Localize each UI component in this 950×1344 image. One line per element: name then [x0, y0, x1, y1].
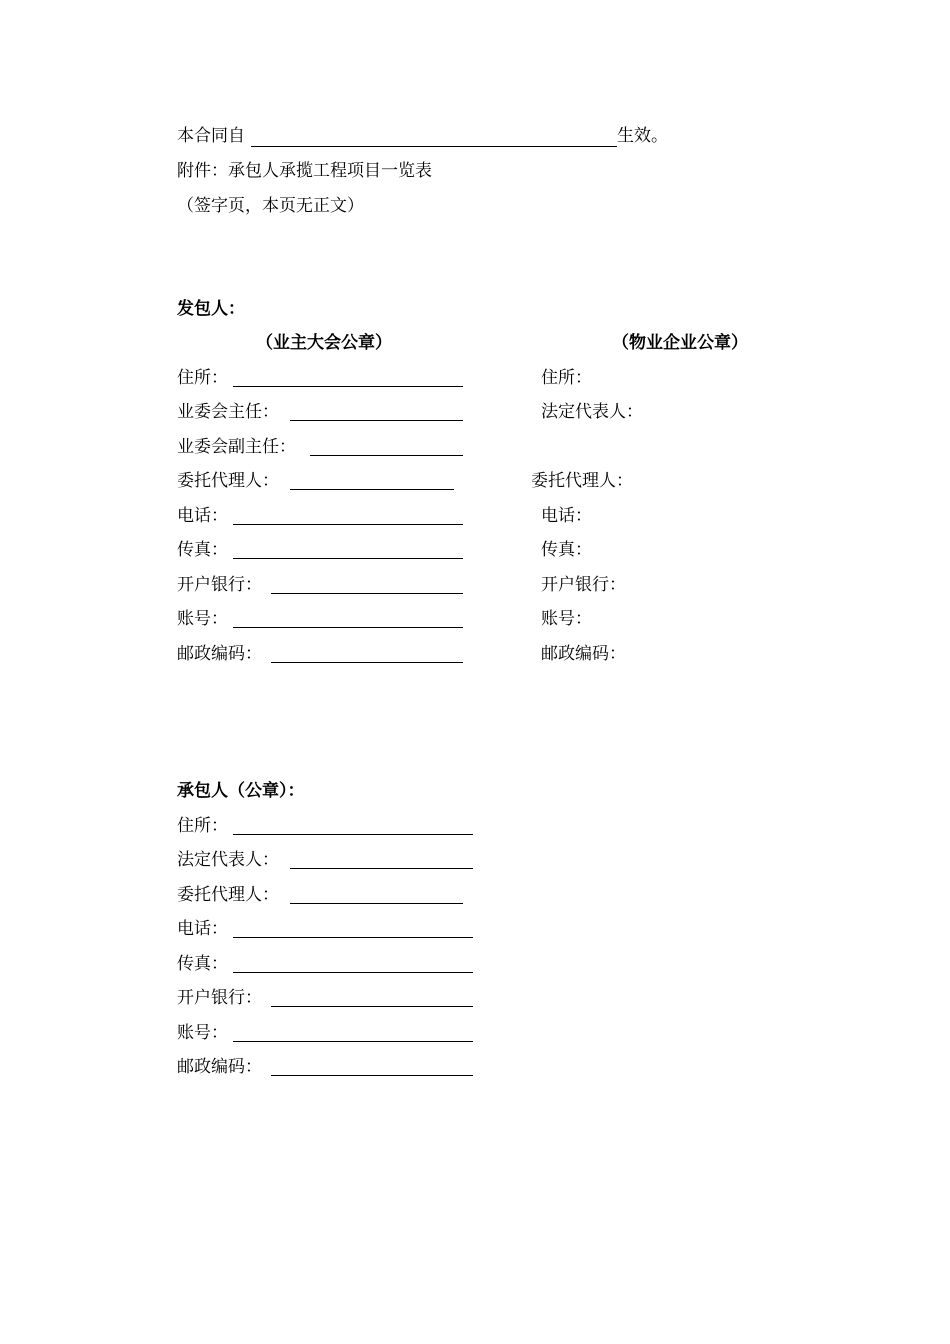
contractor-agent-label: 委托代理人：	[177, 885, 279, 905]
contractor-heading: 承包人（公章）：	[177, 781, 305, 801]
employer-phone-label: 电话：	[177, 506, 228, 526]
contractor-postcode-label: 邮政编码：	[177, 1057, 262, 1077]
owners-assembly-seal-label: （业主大会公章）	[256, 333, 392, 353]
property-company-postcode-label: 邮政编码：	[541, 644, 626, 664]
property-company-account-label: 账号：	[541, 609, 592, 629]
employer-account-label: 账号：	[177, 609, 228, 629]
effective-date-suffix: 生效。	[617, 126, 668, 146]
contractor-legal-rep-blank[interactable]	[290, 868, 473, 869]
contractor-fax-label: 传真：	[177, 954, 228, 974]
contractor-account-label: 账号：	[177, 1023, 228, 1043]
attachment-line: 附件：承包人承揽工程项目一览表	[177, 161, 432, 181]
employer-heading: 发包人：	[177, 299, 245, 319]
employer-account-blank[interactable]	[233, 627, 463, 628]
contractor-fax-blank[interactable]	[233, 972, 473, 973]
contractor-agent-blank[interactable]	[290, 903, 463, 904]
property-company-legal-rep-label: 法定代表人：	[541, 402, 643, 422]
employer-postcode-blank[interactable]	[271, 662, 463, 663]
property-company-bank-label: 开户银行：	[541, 575, 626, 595]
committee-vice-chair-blank[interactable]	[310, 455, 463, 456]
property-company-fax-label: 传真：	[541, 540, 592, 560]
committee-chair-label: 业委会主任：	[177, 402, 279, 422]
committee-chair-blank[interactable]	[290, 420, 463, 421]
property-company-seal-label: （物业企业公章）	[612, 333, 748, 353]
contractor-address-label: 住所：	[177, 816, 228, 836]
employer-fax-label: 传真：	[177, 540, 228, 560]
employer-postcode-label: 邮政编码：	[177, 644, 262, 664]
contractor-postcode-blank[interactable]	[271, 1075, 473, 1076]
property-company-agent-label: 委托代理人：	[531, 471, 633, 491]
signature-page-note: （签字页，本页无正文）	[177, 196, 364, 216]
employer-address-blank[interactable]	[233, 386, 463, 387]
employer-fax-blank[interactable]	[233, 558, 463, 559]
contractor-address-blank[interactable]	[233, 834, 473, 835]
contractor-bank-label: 开户银行：	[177, 988, 262, 1008]
contractor-phone-label: 电话：	[177, 919, 228, 939]
contractor-account-blank[interactable]	[233, 1041, 473, 1042]
employer-agent-label: 委托代理人：	[177, 471, 279, 491]
employer-bank-label: 开户银行：	[177, 575, 262, 595]
effective-date-blank[interactable]	[251, 146, 617, 147]
employer-agent-blank[interactable]	[290, 489, 454, 490]
contractor-bank-blank[interactable]	[271, 1006, 473, 1007]
committee-vice-chair-label: 业委会副主任：	[177, 437, 296, 457]
contractor-legal-rep-label: 法定代表人：	[177, 850, 279, 870]
property-company-phone-label: 电话：	[541, 506, 592, 526]
property-company-address-label: 住所：	[541, 368, 592, 388]
employer-bank-blank[interactable]	[271, 593, 463, 594]
employer-address-label: 住所：	[177, 368, 228, 388]
contractor-phone-blank[interactable]	[233, 937, 473, 938]
employer-phone-blank[interactable]	[233, 524, 463, 525]
effective-date-prefix: 本合同自	[177, 126, 245, 146]
